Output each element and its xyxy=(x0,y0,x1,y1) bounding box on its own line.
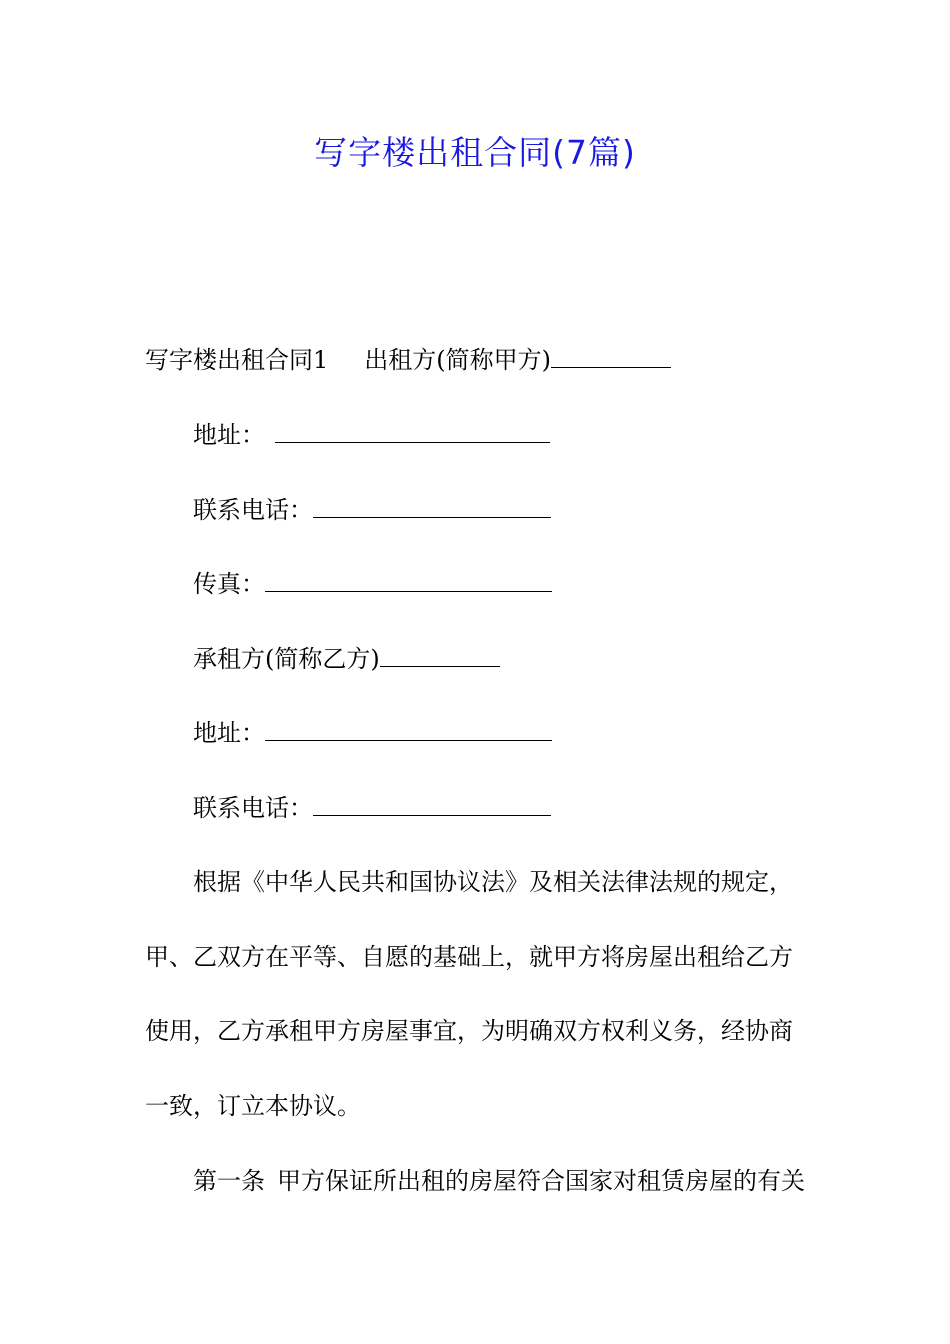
lessee-address-line xyxy=(193,714,552,751)
lessor-address-line xyxy=(193,416,550,453)
lessee-address-label: 地址： xyxy=(193,719,265,747)
lessee-party-line xyxy=(193,640,500,677)
lessor-fax-line xyxy=(193,565,552,602)
article-1-line xyxy=(193,1163,805,1199)
lessor-label: 出租方(简称甲方) xyxy=(364,346,552,374)
lessor-address-blank xyxy=(275,416,550,443)
lessor-address-label: 地址： xyxy=(193,421,265,449)
paragraph-line: 一致，订立本协议。 xyxy=(145,1092,361,1120)
article-1-label: 第一条 xyxy=(193,1167,265,1195)
contract-number: 写字楼出租合同1 xyxy=(145,346,329,374)
paragraph-line: 甲、乙双方在平等、自愿的基础上，就甲方将房屋出租给乙方 xyxy=(145,943,793,971)
lessor-phone-label: 联系电话： xyxy=(193,496,313,524)
lessee-phone-label: 联系电话： xyxy=(193,794,313,822)
lessee-name-blank xyxy=(380,640,500,667)
paragraph-line: 使用，乙方承租甲方房屋事宜，为明确双方权利义务，经协商 xyxy=(145,1017,793,1045)
heading-line xyxy=(145,341,671,378)
lessee-phone-line xyxy=(193,789,551,826)
lessee-phone-blank xyxy=(313,789,551,816)
paragraph-line: 根据《中华人民共和国协议法》及相关法律法规的规定， xyxy=(193,868,793,896)
lessee-party-label: 承租方(简称乙方) xyxy=(193,645,380,673)
article-1-text: 甲方保证所出租的房屋符合国家对租赁房屋的有关 xyxy=(277,1167,805,1195)
document-title: 写字楼出租合同(7篇) xyxy=(314,133,636,172)
lessor-phone-blank xyxy=(313,491,551,518)
lessor-name-blank xyxy=(551,341,671,368)
lessor-fax-blank xyxy=(265,565,552,592)
lessee-address-blank xyxy=(265,714,552,741)
lessor-fax-label: 传真： xyxy=(193,570,265,598)
lessor-phone-line xyxy=(193,491,551,528)
